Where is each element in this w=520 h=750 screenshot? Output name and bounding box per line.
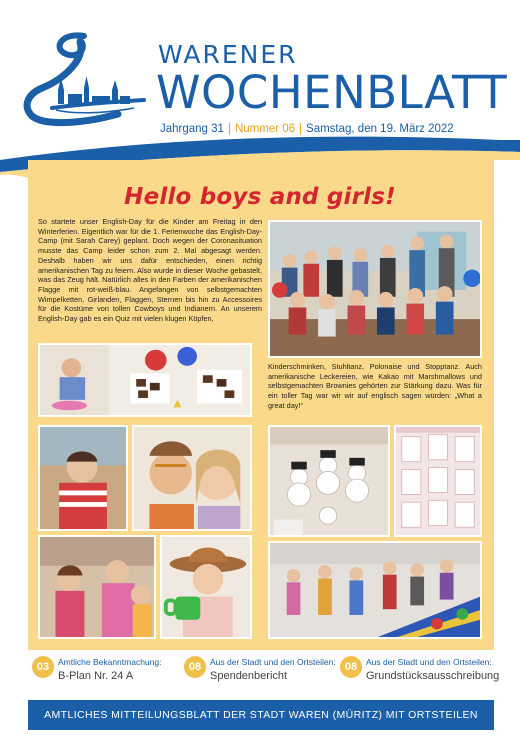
teaser-item[interactable]	[32, 656, 182, 692]
separator: |	[299, 123, 303, 135]
volume-label: Jahrgang 31	[160, 123, 224, 135]
masthead-title-line2: WOCHENBLATT	[156, 66, 508, 119]
crafts-photo	[38, 343, 252, 417]
teaser-kicker: Aus der Stadt und den Ortsteilen:	[366, 657, 492, 667]
marshmallow-cups-photo	[394, 425, 482, 537]
article-text-right: Kinderschminken, Stuhltanz, Polonaise und Stopptanz. Auch amerikanische Leckereien, wie Kakao mit Marshmallows und selbstgemachten Brownies gehörten zur Stärkung dazu. Was für ein toller Tag war wir wir auf englisch sagen würden: „What a great day!“	[268, 362, 482, 410]
page-number-badge: 03	[32, 656, 54, 678]
article-headline: Hello boys and girls!	[124, 184, 396, 210]
page-number-badge: 08	[340, 656, 362, 678]
snowmen-crafts-photo	[268, 425, 390, 537]
kids-playing-photo	[38, 535, 156, 639]
footer-bar: AMTLICHES MITTEILUNGSBLATT DER STADT WAREN (MÜRITZ) MIT ORTSTEILEN	[28, 700, 494, 730]
group-photo	[268, 220, 482, 358]
cowboy-hat-photo	[160, 535, 252, 639]
issue-number: Nummer 06	[234, 123, 296, 135]
dancing-photo	[268, 541, 482, 639]
masthead-title-line1: WARENER	[158, 40, 298, 69]
teaser-topic: Grundstücksausschreibung	[366, 670, 500, 682]
issue-date: Samstag, den 19. März 2022	[306, 123, 454, 135]
separator: |	[227, 123, 231, 135]
face-paint-photo	[38, 425, 128, 531]
page-number-badge: 08	[184, 656, 206, 678]
painted-faces-photo	[132, 425, 252, 531]
teaser-topic: Spendenbericht	[210, 670, 288, 682]
town-logo	[22, 30, 152, 130]
teaser-item[interactable]	[184, 656, 334, 692]
teaser-topic: B-Plan Nr. 24 A	[58, 670, 134, 682]
teaser-item[interactable]	[340, 656, 500, 692]
teaser-kicker: Aus der Stadt und den Ortsteilen:	[210, 657, 336, 667]
teaser-kicker: Amtliche Bekanntmachung:	[58, 657, 162, 667]
article-text-left: So startete unser English-Day für die Kinder am Freitag in den Winterferien. Eigentlich war für die 1. Ferienwoche das English-Day-Camp (mit Sarah Carey) geplant. Doch wegen der Coronasituation musste das Camp leider schon zum 2. Mal abgesagt werden. Deshalb haben wir uns dafür entschieden, einen richtig amerikanischen Tag zu feiern. Also wurde in dieser Woche gebastelt, was das Zeug hält. Natürlich alles in den Farben der amerikanischen Flagge mit rot-weiß-blau. Angefangen von selbstgemachten Wimpelketten, Girlanden, Flaggen, Sternen bis hin zu Accessoires für die Kostüme von tollen Cowboys und Indianern. An unserem English-Day gab es ein Quiz mit vielen klugen Köpfen,	[38, 217, 262, 324]
